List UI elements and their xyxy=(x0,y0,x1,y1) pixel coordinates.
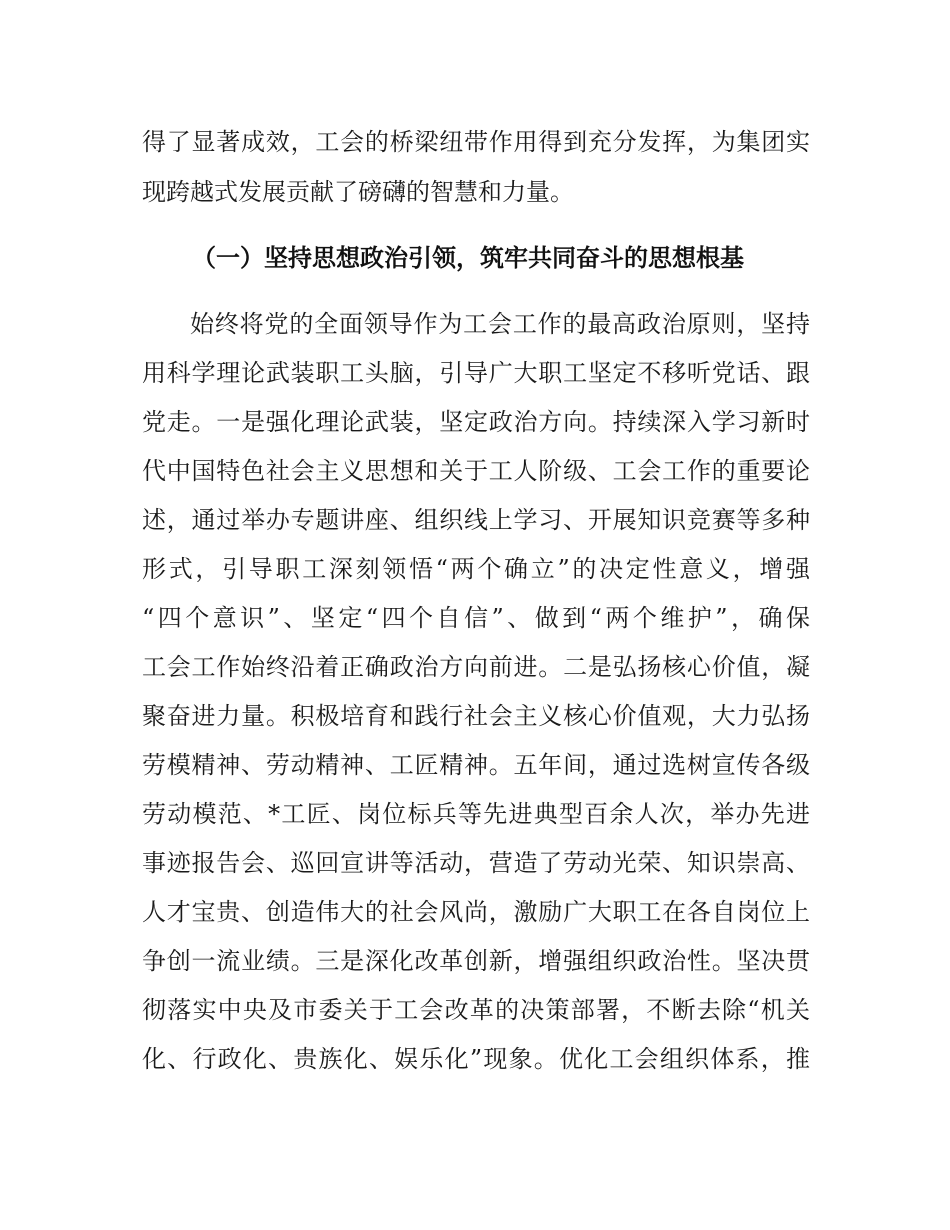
body-line-9: 聚奋进力量。积极培育和践行社会主义核心价值观，大力弘扬 xyxy=(142,702,810,730)
body-line-2: 用科学理论武装职工头脑，引导广大职工坚定不移听党话、跟 xyxy=(142,359,810,387)
body-line-1: 始终将党的全面领导作为工会工作的最高政治原则，坚持 xyxy=(190,310,810,338)
body-line-12: 事迹报告会、巡回宣讲等活动，营造了劳动光荣、知识崇高、 xyxy=(142,849,810,877)
body-line-10: 劳模精神、劳动精神、工匠精神。五年间，通过选树宣传各级 xyxy=(142,751,810,779)
intro-line-2: 现跨越式发展贡献了磅礴的智慧和力量。 xyxy=(142,178,574,206)
body-line-5: 述，通过举办专题讲座、组织线上学习、开展知识竞赛等多种 xyxy=(142,506,810,534)
intro-line-1: 得了显著成效，工会的桥梁纽带作用得到充分发挥，为集团实 xyxy=(142,128,810,156)
body-line-6: 形式，引导职工深刻领悟“两个确立”的决定性意义，增强 xyxy=(142,555,810,583)
body-line-7: “四个意识”、坚定“四个自信”、做到“两个维护”，确保 xyxy=(142,604,810,632)
body-line-11: 劳动模范、*工匠、岗位标兵等先进典型百余人次，举办先进 xyxy=(142,800,810,828)
body-line-16: 化、行政化、贵族化、娱乐化”现象。优化工会组织体系，推 xyxy=(142,1045,810,1073)
body-line-8: 工会工作始终沿着正确政治方向前进。二是弘扬核心价值，凝 xyxy=(142,653,810,681)
body-line-14: 争创一流业绩。三是深化改革创新，增强组织政治性。坚决贯 xyxy=(142,947,810,975)
body-line-13: 人才宝贵、创造伟大的社会风尚，激励广大职工在各自岗位上 xyxy=(142,898,810,926)
section-heading: （一）坚持思想政治引领，筑牢共同奋斗的思想根基 xyxy=(192,244,744,272)
body-line-4: 代中国特色社会主义思想和关于工人阶级、工会工作的重要论 xyxy=(142,457,810,485)
body-line-3: 党走。一是强化理论武装，坚定政治方向。持续深入学习新时 xyxy=(142,408,810,436)
body-line-15: 彻落实中央及市委关于工会改革的决策部署，不断去除“机关 xyxy=(142,996,810,1024)
